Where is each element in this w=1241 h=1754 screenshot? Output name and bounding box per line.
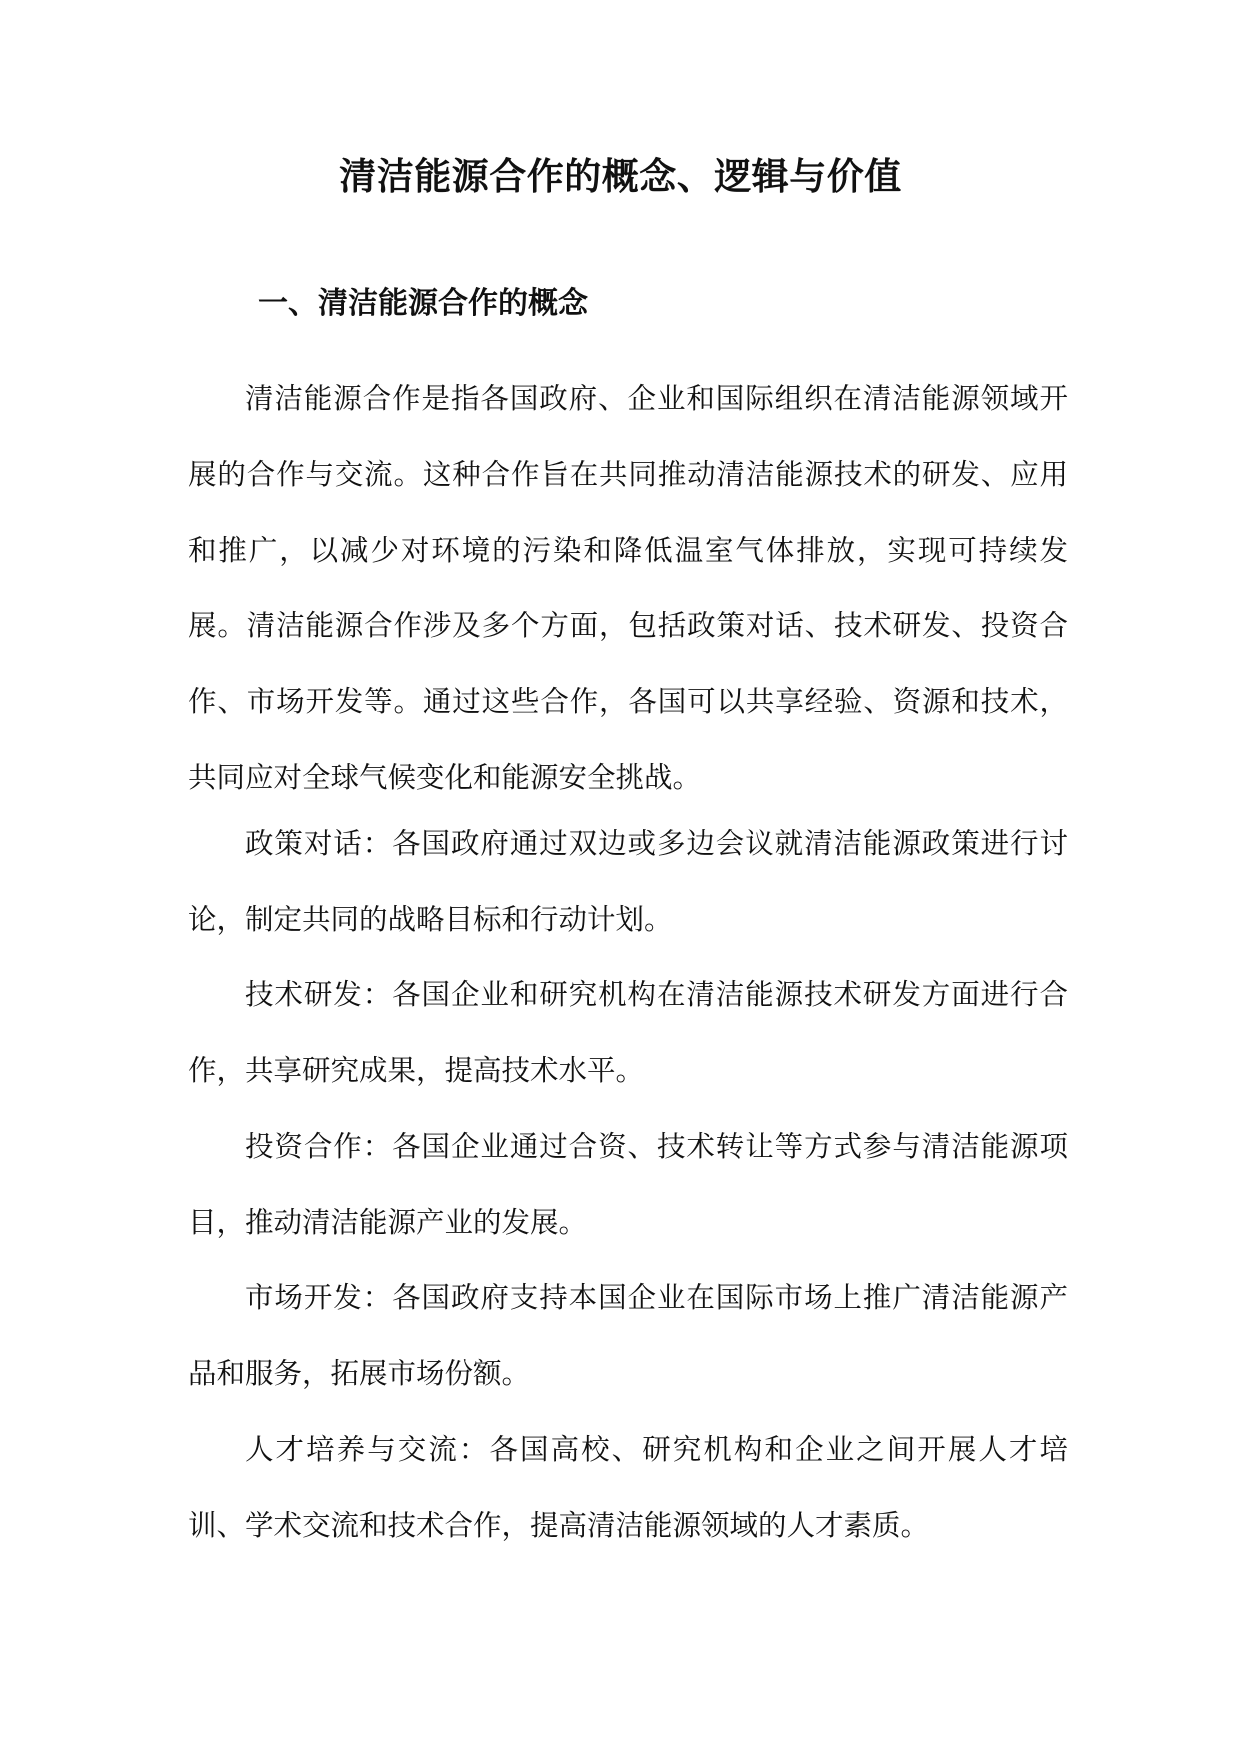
- paragraph-technology-rnd: 技术研发：各国企业和研究机构在清洁能源技术研发方面进行合作，共享研究成果，提高技术水平。: [188, 978, 1068, 1087]
- paragraph-policy-dialogue: 政策对话：各国政府通过双边或多边会议就清洁能源政策进行讨论，制定共同的战略目标和行动计划。: [188, 827, 1068, 936]
- document-title: 清洁能源合作的概念、逻辑与价值: [339, 154, 902, 198]
- section-heading: 一、清洁能源合作的概念: [258, 286, 588, 321]
- paragraph-market-development: 市场开发：各国政府支持本国企业在国际市场上推广清洁能源产品和服务，拓展市场份额。: [188, 1281, 1068, 1390]
- paragraph-talent-exchange: 人才培养与交流：各国高校、研究机构和企业之间开展人才培训、学术交流和技术合作，提高清洁能源领域的人才素质。: [188, 1433, 1068, 1542]
- paragraph-concept-definition: 清洁能源合作是指各国政府、企业和国际组织在清洁能源领域开展的合作与交流。这种合作旨在共同推动清洁能源技术的研发、应用和推广，以减少对环境的污染和降低温室气体排放，实现可持续发展。清洁能源合作涉及多个方面，包括政策对话、技术研发、投资合作、市场开发等。通过这些合作，各国可以共享经验、资源和技术，共同应对全球气候变化和能源安全挑战。: [188, 382, 1068, 794]
- paragraph-investment-cooperation: 投资合作：各国企业通过合资、技术转让等方式参与清洁能源项目，推动清洁能源产业的发展。: [188, 1130, 1068, 1239]
